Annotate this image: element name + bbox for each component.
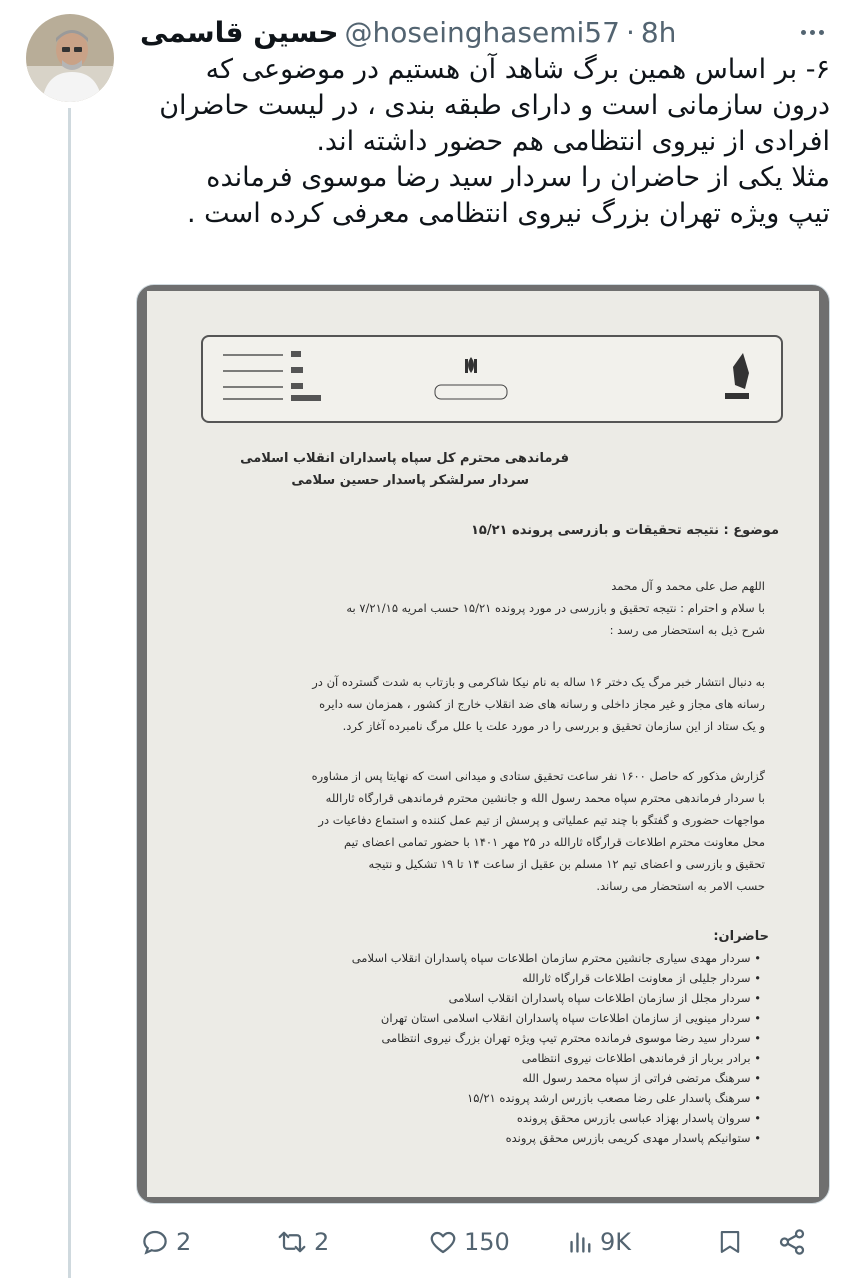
more-options-icon[interactable] <box>792 22 832 42</box>
doc-attendee: • سردار مجلل از سازمان اطلاعات سپاه پاسداران انقلاب اسلامی <box>448 991 761 1005</box>
doc-attendee: • سردار مینویی از سازمان اطلاعات سپاه پاسداران انقلاب اسلامی استان تهران <box>380 1011 761 1025</box>
document-page <box>147 291 819 1197</box>
tweet-line: تیپ ویژه تهران بزرگ نیروی انتظامی معرفی کرده است . <box>187 198 830 229</box>
separator-dot: · <box>625 15 635 49</box>
share-button[interactable] <box>776 1222 808 1262</box>
doc-attendee: • سردار سید رضا موسوی فرمانده محترم تیپ ویژه تهران بزرگ نیروی انتظامی <box>381 1031 761 1045</box>
doc-line: مواجهات حضوری و گفتگو با چند تیم عملیاتی و پرسش از تیم عمل کننده و استماع دفاعیات در <box>318 813 765 827</box>
like-button[interactable] <box>428 1222 510 1262</box>
doc-attendee: • سرهنگ پاسدار علی رضا مصعب بازرس ارشد پرونده ۱۵/۲۱ <box>467 1091 761 1105</box>
reply-icon <box>140 1227 170 1257</box>
tweet-actions <box>136 1222 836 1262</box>
bookmark-icon <box>716 1227 744 1257</box>
tweet-image[interactable] <box>136 284 830 1204</box>
repost-icon <box>276 1227 308 1257</box>
doc-line: رسانه های مجاز و غیر مجاز داخلی و رسانه های ضد انقلاب خارج از کشور ، همزمان سه دایره <box>319 697 765 711</box>
doc-attendee: • ستوانیکم پاسدار مهدی کریمی بازرس محقق پرونده <box>505 1131 761 1145</box>
doc-attendees-title: حاضران: <box>713 929 769 944</box>
tweet-time[interactable]: 8h <box>640 15 677 49</box>
doc-attendee: • سرهنگ مرتضی فراتی از سپاه محمد رسول الله <box>522 1071 761 1085</box>
doc-line: تحقیق و بازرسی و اعضای تیم ۱۲ مسلم بن عقیل از ساعت ۱۴ تا ۱۹ تشکیل و نتیجه <box>368 857 765 871</box>
views-icon <box>568 1227 594 1257</box>
tweet-line: افرادی از نیروی انتظامی هم حضور داشته اند. <box>316 126 830 157</box>
doc-attendee: • سردار جلیلی از معاونت اطلاعات قرارگاه ثارالله <box>522 971 761 985</box>
doc-line: با سلام و احترام : نتیجه تحقیق و بازرسی در مورد پرونده ۱۵/۲۱ حسب امریه ۷/۲۱/۱۵ به <box>346 601 765 615</box>
views-count: 9K <box>600 1228 632 1256</box>
doc-subject: موضوع : نتیجه تحقیقات و بازرسی پرونده ۱۵/۲۱ <box>471 523 779 538</box>
thread-line <box>68 108 71 1278</box>
doc-line: حسب الامر به استحضار می رساند. <box>596 879 765 893</box>
letterhead-emblems <box>203 337 781 421</box>
author-handle[interactable]: @hoseinghasemi57 <box>344 15 620 49</box>
reply-button[interactable] <box>140 1222 191 1262</box>
tweet-line: ۶- بر اساس همین برگ شاهد آن هستیم در موضوعی که <box>205 54 830 85</box>
avatar-photo <box>26 14 114 102</box>
repost-count: 2 <box>314 1228 330 1256</box>
doc-line: به دنبال انتشار خبر مرگ یک دختر ۱۶ ساله به نام نیکا شاکرمی و بازتاب به شدت گسترده آن در <box>312 675 765 689</box>
doc-attendee: • سروان پاسدار بهزاد عباسی بازرس محقق پرونده <box>516 1111 761 1125</box>
doc-addressee: فرماندهی محترم کل سپاه پاسداران انقلاب اسلامی <box>240 451 569 466</box>
tweet-line: درون سازمانی است و دارای طبقه بندی ، در لیست حاضران <box>159 90 830 121</box>
bookmark-button[interactable] <box>716 1222 744 1262</box>
tweet-text <box>140 52 830 232</box>
doc-line: با سردار فرماندهی محترم سپاه محمد رسول الله و جانشین محترم فرماندهی قرارگاه ثارالله <box>325 791 765 805</box>
author-name[interactable]: حسین قاسمی <box>140 15 339 49</box>
iran-emblem-icon <box>435 357 507 399</box>
doc-line: شرح ذیل به استحضار می رسد : <box>609 623 765 637</box>
doc-line: و یک ستاد از این سازمان تحقیق و بررسی را در مورد علت یا علل مرگ نامبرده آغاز کرد. <box>342 719 765 733</box>
doc-addressee: سردار سرلشکر پاسدار حسین سلامی <box>291 473 529 488</box>
doc-attendee: • برادر بربار از فرماندهی اطلاعات نیروی انتظامی <box>521 1051 761 1065</box>
tweet-header <box>140 12 676 52</box>
letterhead <box>201 335 783 423</box>
heart-icon <box>428 1227 458 1257</box>
repost-button[interactable] <box>276 1222 329 1262</box>
share-icon <box>776 1227 808 1257</box>
avatar[interactable] <box>26 14 114 102</box>
doc-line: محل معاونت محترم اطلاعات قرارگاه ثارالله در ۲۵ مهر ۱۴۰۱ با حضور تمامی اعضای تیم <box>344 835 765 849</box>
reply-count: 2 <box>176 1228 192 1256</box>
doc-attendee: • سردار مهدی سیاری جانشین محترم سازمان اطلاعات سپاه پاسداران انقلاب اسلامی <box>351 951 761 965</box>
tweet-line: مثلا یکی از حاضران را سردار سید رضا موسوی فرمانده <box>206 162 830 193</box>
doc-line: گزارش مذکور که حاصل ۱۶۰۰ نفر ساعت تحقیق ستادی و میدانی است که نهایتا پس از مشاوره <box>311 769 765 783</box>
irgc-emblem-icon <box>725 353 749 399</box>
like-count: 150 <box>464 1228 510 1256</box>
views-button[interactable] <box>568 1222 631 1262</box>
doc-line: اللهم صل علی محمد و آل محمد <box>611 579 765 593</box>
